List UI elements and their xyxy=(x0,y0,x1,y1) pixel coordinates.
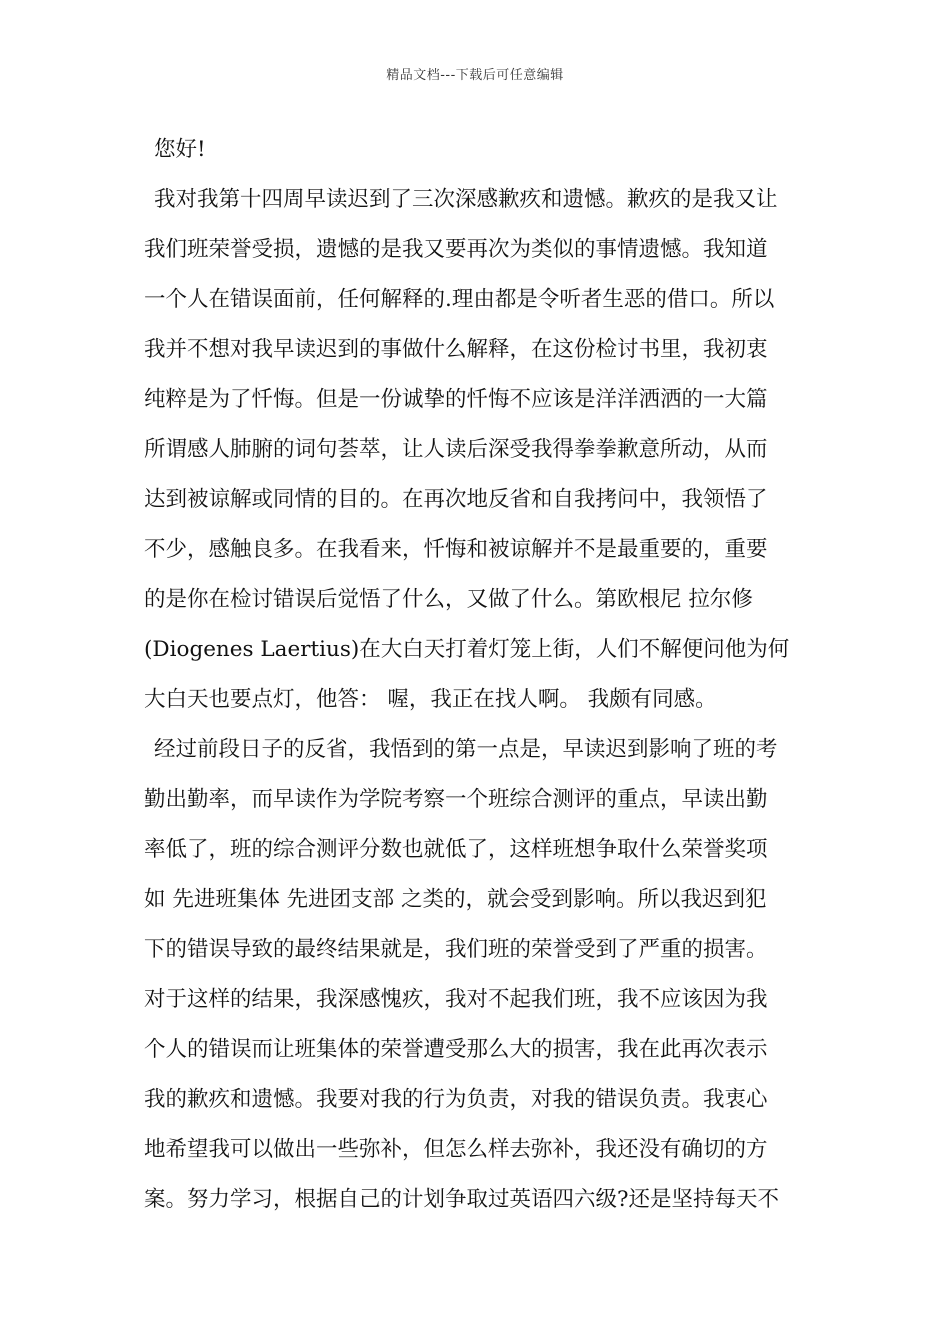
letter-body xyxy=(144,125,809,1225)
text-line: 一个人在错误面前，任何解释的.理由都是令听者生恶的借口。所以 xyxy=(144,287,775,312)
text-line: 我的歉疚和遗憾。我要对我的行为负责，对我的错误负责。我衷心 xyxy=(144,1087,768,1112)
greeting-line: 您好! xyxy=(154,137,206,162)
text-line: 所谓感人肺腑的词句荟萃，让人读后深受我得拳拳歉意所动，从而 xyxy=(144,437,768,462)
page-header: 精品文档---下载后可任意编辑 xyxy=(386,68,564,83)
text-line: 我对我第十四周早读迟到了三次深感歉疚和遗憾。歉疚的是我又让 xyxy=(154,187,778,212)
text-line: 大白天也要点灯，他答： 喔，我正在找人啊。 我颇有同感。 xyxy=(144,687,717,712)
text-line: 地希望我可以做出一些弥补，但怎么样去弥补，我还没有确切的方 xyxy=(144,1137,768,1162)
text-line: 率低了，班的综合测评分数也就低了，这样班想争取什么荣誉奖项 xyxy=(144,837,768,862)
text-line: 如 先进班集体 先进团支部 之类的，就会受到影响。所以我迟到犯 xyxy=(144,887,767,912)
text-line: 个人的错误而让班集体的荣誉遭受那么大的损害，我在此再次表示 xyxy=(144,1037,768,1062)
text-line: 纯粹是为了忏悔。但是一份诚挚的忏悔不应该是洋洋洒洒的一大篇 xyxy=(144,387,768,412)
text-line: 我并不想对我早读迟到的事做什么解释，在这份检讨书里，我初衷 xyxy=(144,337,768,362)
text-line: 下的错误导致的最终结果就是，我们班的荣誉受到了严重的损害。 xyxy=(144,937,768,962)
text-line: 达到被谅解或同情的目的。在再次地反省和自我拷问中，我领悟了 xyxy=(144,487,768,512)
text-line: 案。努力学习，根据自己的计划争取过英语四六级?还是坚持每天不 xyxy=(144,1187,780,1212)
text-line: (Diogenes Laertius)在大白天打着灯笼上街，人们不解便问他为何 xyxy=(144,637,790,662)
text-line: 的是你在检讨错误后觉悟了什么，又做了什么。第欧根尼 拉尔修 xyxy=(144,587,753,612)
text-line: 勤出勤率，而早读作为学院考察一个班综合测评的重点，早读出勤 xyxy=(144,787,768,812)
text-line: 不少，感触良多。在我看来，忏悔和被谅解并不是最重要的，重要 xyxy=(144,537,768,562)
text-line: 我们班荣誉受损，遗憾的是我又要再次为类似的事情遗憾。我知道 xyxy=(144,237,768,262)
text-line: 经过前段日子的反省，我悟到的第一点是，早读迟到影响了班的考 xyxy=(154,737,778,762)
text-line: 对于这样的结果，我深感愧疚，我对不起我们班，我不应该因为我 xyxy=(144,987,768,1012)
